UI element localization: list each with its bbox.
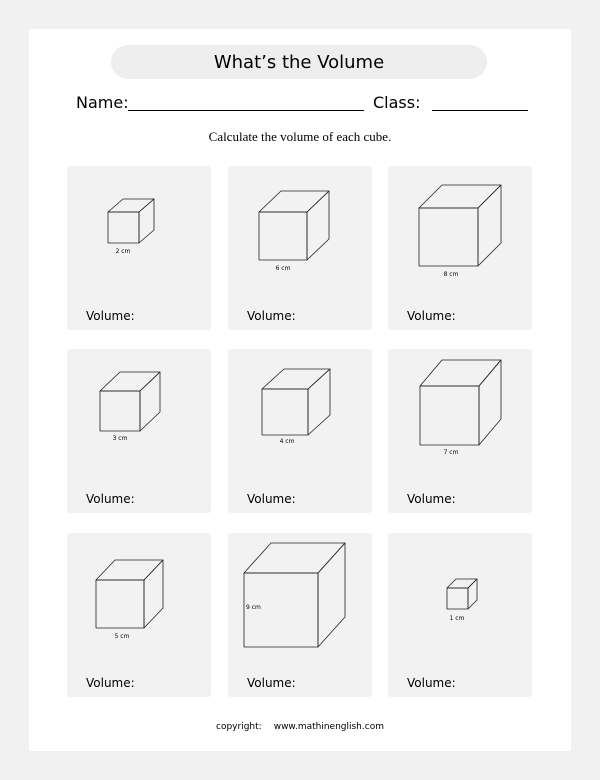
- volume-label: Volume:: [407, 492, 456, 506]
- cube-side-label: 8 cm: [443, 271, 459, 278]
- volume-label: Volume:: [247, 676, 296, 690]
- cube-card-6: [388, 349, 532, 513]
- cube-side-label: 6 cm: [275, 265, 291, 272]
- cube-card-4: [67, 349, 211, 513]
- worksheet-title: What’s the Volume: [111, 45, 487, 79]
- cube-card-9: [388, 533, 532, 697]
- volume-label: Volume:: [247, 309, 296, 323]
- cube-diagram: [388, 533, 532, 697]
- volume-label: Volume:: [247, 492, 296, 506]
- class-line[interactable]: [432, 110, 528, 111]
- worksheet-page: [29, 29, 571, 751]
- cube-diagram: [388, 166, 532, 330]
- cube-diagram: [67, 166, 211, 330]
- instruction-text: Calculate the volume of each cube.: [208, 129, 392, 144]
- cube-diagram: [67, 349, 211, 513]
- cube-card-7: [67, 533, 211, 697]
- name-label: Name:: [76, 93, 129, 112]
- cube-side-label: 9 cm: [246, 604, 261, 611]
- cube-diagram: [388, 349, 532, 513]
- cube-side-label: 2 cm: [115, 248, 131, 255]
- cube-diagram: [228, 349, 372, 513]
- cube-card-8: [228, 533, 372, 697]
- copyright-label: copyright:: [216, 722, 262, 732]
- cube-side-label: 1 cm: [449, 615, 465, 622]
- footer-copyright: [29, 722, 571, 732]
- volume-label: Volume:: [407, 676, 456, 690]
- cube-diagram: [67, 533, 211, 697]
- class-label: Class:: [373, 93, 421, 112]
- cube-diagram: [228, 533, 372, 697]
- cube-diagram: [228, 166, 372, 330]
- volume-label: Volume:: [86, 309, 135, 323]
- cube-side-label: 4 cm: [279, 438, 295, 445]
- name-line[interactable]: [128, 110, 364, 111]
- cube-card-5: [228, 349, 372, 513]
- cube-side-label: 3 cm: [112, 435, 128, 442]
- volume-label: Volume:: [86, 492, 135, 506]
- volume-label: Volume:: [86, 676, 135, 690]
- cube-card-3: [388, 166, 532, 330]
- cube-side-label: 7 cm: [443, 449, 459, 456]
- cube-card-2: [228, 166, 372, 330]
- site-link[interactable]: www.mathinenglish.com: [273, 722, 384, 732]
- cube-side-label: 5 cm: [114, 633, 130, 640]
- cube-card-1: [67, 166, 211, 330]
- volume-label: Volume:: [407, 309, 456, 323]
